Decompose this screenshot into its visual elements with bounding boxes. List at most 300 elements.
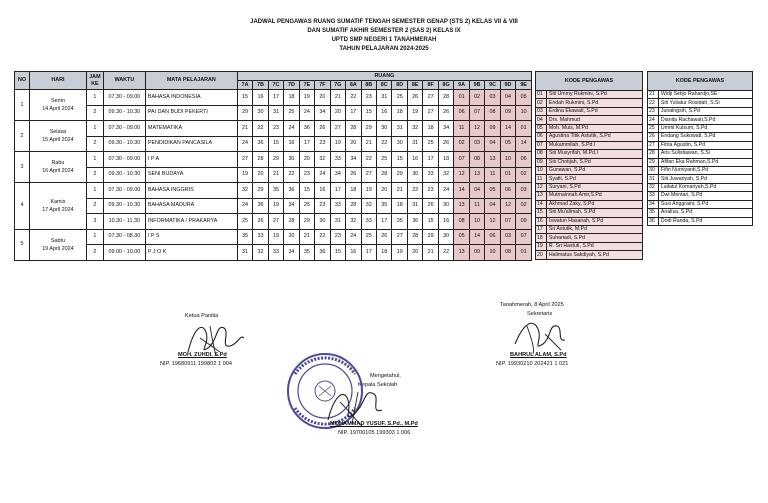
room-code-cell: 15: [330, 245, 345, 261]
room-code-cell: 30: [438, 198, 453, 214]
room-code-cell: 28: [346, 198, 361, 214]
room-code-cell: 18: [377, 245, 392, 261]
schedule-row: [15, 136, 532, 152]
pengawas-row: [536, 209, 643, 217]
pengawas-code: 33: [648, 192, 659, 200]
room-header-7e: 7E: [299, 81, 314, 90]
room-code-cell: 11: [485, 167, 500, 183]
room-code-cell: 06: [500, 183, 515, 199]
pengawas-name: Sri Astutik, M.Pd: [546, 226, 642, 234]
pengawas-row: [536, 226, 643, 234]
ketua-panitia-label: Ketua Panitia: [185, 313, 219, 319]
pengawas-name: Syafii, S.Pd: [546, 175, 642, 183]
room-header-9d: 9D: [500, 81, 515, 90]
room-code-cell: 17: [299, 136, 314, 152]
pengawas-code: 08: [536, 150, 547, 158]
room-code-cell: 01: [516, 121, 532, 137]
room-code-cell: 25: [392, 90, 407, 106]
room-code-cell: 05: [454, 229, 469, 245]
room-code-cell: 28: [346, 121, 361, 137]
waktu-cell: 07.30 - 09.00: [103, 152, 145, 168]
room-header-8c: 8C: [377, 81, 392, 90]
room-code-cell: 31: [330, 214, 345, 230]
room-code-cell: 24: [315, 167, 330, 183]
room-code-cell: 06: [485, 229, 500, 245]
day-name: Selasa: [49, 129, 67, 135]
pengawas-name: Lailatul Komariyah,S.Pd: [658, 183, 752, 191]
pengawas-code: 07: [536, 141, 547, 149]
pengawas-name: Siti Ummy Rukmini, S.Pd: [546, 91, 642, 99]
room-code-cell: 35: [237, 229, 252, 245]
pengawas-code: 23: [648, 107, 659, 115]
pengawas-name: Siti Chotijah, S.Pd: [546, 158, 642, 166]
room-code-cell: 27: [268, 214, 283, 230]
pengawas-row: [648, 175, 753, 183]
room-code-cell: 10: [500, 152, 515, 168]
place-date: Tanahmerah, 8 April 2025: [500, 302, 564, 308]
room-code-cell: 27: [330, 121, 345, 137]
day-date: 15 April 2024: [42, 137, 74, 143]
room-code-cell: 20: [377, 183, 392, 199]
room-header-7b: 7B: [253, 81, 268, 90]
room-code-cell: 14: [500, 121, 515, 137]
room-code-cell: 23: [330, 229, 345, 245]
sekretaris-nip: NIP. 19930210 202421 1 021: [496, 361, 569, 367]
schedule-row: [15, 167, 532, 183]
room-code-cell: 18: [284, 90, 299, 106]
schedule-row: [15, 90, 532, 106]
room-code-cell: 10: [469, 214, 484, 230]
room-code-cell: 09: [516, 214, 532, 230]
pengawas-code: 01: [536, 91, 547, 99]
room-code-cell: 35: [268, 183, 283, 199]
room-code-cell: 01: [500, 167, 515, 183]
room-code-cell: 23: [423, 183, 438, 199]
jam-ke-cell: 2: [86, 245, 103, 261]
day-date: 14 April 2024: [42, 106, 74, 112]
room-header-9c: 9C: [485, 81, 500, 90]
waktu-cell: 09.00 - 10.00: [103, 245, 145, 261]
day-name: Sabtu: [50, 237, 65, 244]
day-number: 4: [15, 183, 30, 230]
pengawas-name: Endang Sukowati, S.Pd: [658, 133, 752, 141]
room-code-cell: 21: [299, 229, 314, 245]
room-code-cell: 22: [407, 183, 422, 199]
room-code-cell: 19: [268, 198, 283, 214]
subject-cell: P J O K: [145, 245, 237, 261]
day-number: 1: [15, 90, 30, 121]
room-code-cell: 08: [485, 105, 500, 121]
room-code-cell: 04: [485, 198, 500, 214]
pengawas-row: [536, 166, 643, 174]
room-code-cell: 33: [423, 167, 438, 183]
room-code-cell: 12: [469, 121, 484, 137]
waktu-cell: 09.30 - 10.30: [103, 167, 145, 183]
room-code-cell: 23: [268, 121, 283, 137]
schedule-row: [15, 245, 532, 261]
room-code-cell: 17: [377, 214, 392, 230]
room-code-cell: 22: [438, 245, 453, 261]
pengawas-code: 12: [536, 183, 547, 191]
room-code-cell: 16: [315, 183, 330, 199]
room-code-cell: 32: [361, 198, 376, 214]
room-code-cell: 29: [361, 121, 376, 137]
jam-ke-cell: 2: [86, 167, 103, 183]
jam-ke-cell: 1: [86, 121, 103, 137]
room-code-cell: 03: [485, 90, 500, 106]
pengawas-code: 03: [536, 107, 547, 115]
pengawas-name: Halimatus Sakdiyah, S.Pd: [546, 251, 642, 259]
room-code-cell: 28: [438, 90, 453, 106]
pengawas-code: 20: [536, 251, 547, 259]
pengawas-name: Ummi Kulsum, S.Pd: [658, 124, 752, 132]
room-header-9b: 9B: [469, 81, 484, 90]
room-code-cell: 20: [346, 136, 361, 152]
room-code-cell: 32: [407, 121, 422, 137]
room-code-cell: 07: [500, 214, 515, 230]
room-code-cell: 18: [438, 152, 453, 168]
pengawas-code: 11: [536, 175, 547, 183]
pengawas-code: 16: [536, 217, 547, 225]
room-code-cell: 18: [346, 183, 361, 199]
room-code-cell: 12: [485, 214, 500, 230]
pengawas-name: Junaingsih, S.Pd: [658, 107, 752, 115]
room-code-cell: 27: [423, 90, 438, 106]
room-code-cell: 23: [299, 167, 314, 183]
room-code-cell: 35: [392, 214, 407, 230]
pengawas-row: [648, 183, 753, 191]
schedule-row: [15, 214, 532, 230]
room-code-cell: 27: [392, 229, 407, 245]
room-code-cell: 34: [315, 105, 330, 121]
pengawas-name: Mutmainnah Amir,S.Pd: [546, 192, 642, 200]
jam-ke-cell: 2: [86, 136, 103, 152]
room-code-cell: 28: [284, 214, 299, 230]
room-header-7g: 7G: [330, 81, 345, 90]
pengawas-code: 14: [536, 200, 547, 208]
room-header-9e: 9E: [516, 81, 532, 90]
pengawas-code: 04: [536, 116, 547, 124]
room-code-cell: 04: [485, 136, 500, 152]
subject-cell: SENI BUDAYA: [145, 167, 237, 183]
room-code-cell: 20: [284, 229, 299, 245]
jam-ke-cell: 1: [86, 183, 103, 199]
room-code-cell: 27: [237, 152, 252, 168]
room-code-cell: 11: [469, 198, 484, 214]
room-code-cell: 24: [237, 198, 252, 214]
day-number: 2: [15, 121, 30, 152]
room-code-cell: 02: [516, 167, 532, 183]
room-code-cell: 14: [516, 136, 532, 152]
subject-cell: BAHASA INDONESIA: [145, 90, 237, 106]
pengawas-code: 35: [648, 209, 659, 217]
room-code-cell: 19: [361, 183, 376, 199]
room-code-cell: 15: [423, 214, 438, 230]
room-code-cell: 19: [330, 136, 345, 152]
room-code-cell: 03: [516, 183, 532, 199]
jam-ke-cell: 1: [86, 152, 103, 168]
room-code-cell: 29: [423, 229, 438, 245]
pengawas-row: [536, 107, 643, 115]
room-code-cell: 26: [438, 105, 453, 121]
pengawas-code: 05: [536, 124, 547, 132]
kode-pengawas-table-1: [535, 71, 643, 260]
pengawas-name: Moh. Muis, M.Pd: [546, 124, 642, 132]
pengawas-row: [648, 116, 753, 124]
room-code-cell: 17: [268, 90, 283, 106]
header-mata-pelajaran: MATA PELAJARAN: [145, 72, 237, 90]
room-code-cell: 31: [407, 198, 422, 214]
pengawas-name: Akhmad Zaky, S.Pd: [546, 200, 642, 208]
pengawas-row: [648, 99, 753, 107]
pengawas-row: [536, 200, 643, 208]
pengawas-code: 02: [536, 99, 547, 107]
room-code-cell: 22: [284, 167, 299, 183]
room-code-cell: 31: [407, 136, 422, 152]
pengawas-name: Suhariadi, S.Pd: [546, 234, 642, 242]
pengawas-code: 36: [648, 217, 659, 225]
room-code-cell: 24: [284, 121, 299, 137]
kepala-sekolah-label: Kepala Sekolah: [358, 382, 398, 388]
room-code-cell: 17: [330, 183, 345, 199]
pengawas-name: Gunawan, S.Pd: [546, 166, 642, 174]
waktu-cell: 07.30 - 09.00: [103, 121, 145, 137]
header-hari: HARI: [29, 72, 86, 90]
room-code-cell: 32: [253, 245, 268, 261]
room-code-cell: 28: [407, 229, 422, 245]
room-code-cell: 36: [315, 245, 330, 261]
room-code-cell: 20: [253, 167, 268, 183]
day-cell: [29, 121, 86, 152]
room-code-cell: 33: [253, 229, 268, 245]
room-code-cell: 15: [392, 152, 407, 168]
pengawas-row: [536, 251, 643, 259]
schedule-table: [14, 71, 532, 261]
room-code-cell: 27: [361, 167, 376, 183]
kepala-sekolah-nip: NIP. 19700105 199303 1 006: [338, 430, 411, 436]
title-line-4: TAHUN PELAJARAN 2024-2025: [339, 46, 429, 52]
sekretaris-signature: [505, 314, 575, 356]
pengawas-name: Iswatun Hasanah, S.Pd: [546, 217, 642, 225]
pengawas-row: [536, 133, 643, 141]
pengawas-row: [648, 141, 753, 149]
subject-cell: PENDIDIKAN PANCASILA: [145, 136, 237, 152]
header-ruang: RUANG: [237, 72, 531, 81]
day-name: Senin: [51, 98, 65, 104]
room-code-cell: 36: [407, 214, 422, 230]
schedule-body: [15, 90, 532, 261]
room-code-cell: 34: [438, 121, 453, 137]
header-no: NO: [15, 72, 30, 90]
room-code-cell: 06: [516, 152, 532, 168]
room-code-cell: 36: [299, 121, 314, 137]
room-code-cell: 33: [330, 198, 345, 214]
sekretaris-label: Sekretaris: [527, 311, 553, 317]
day-date: 19 April 2024: [42, 245, 74, 252]
kode-pengawas-list-2: [648, 91, 753, 226]
mengetahui-label: Mengetahui,: [370, 373, 401, 379]
pengawas-code: 22: [648, 99, 659, 107]
room-code-cell: 15: [299, 183, 314, 199]
room-code-cell: 30: [253, 105, 268, 121]
header-jam-ke: JAM KE: [86, 72, 103, 90]
schedule-row: [15, 121, 532, 137]
room-code-cell: 19: [407, 105, 422, 121]
pengawas-code: 18: [536, 234, 547, 242]
pengawas-row: [648, 91, 753, 99]
room-code-cell: 09: [500, 105, 515, 121]
room-code-cell: 34: [346, 152, 361, 168]
room-code-cell: 29: [253, 183, 268, 199]
schedule-row: [15, 152, 532, 168]
room-code-cell: 17: [423, 152, 438, 168]
room-code-cell: 25: [299, 198, 314, 214]
room-code-cell: 25: [237, 214, 252, 230]
room-code-cell: 20: [407, 245, 422, 261]
room-code-cell: 02: [469, 90, 484, 106]
room-code-cell: 15: [268, 136, 283, 152]
room-header-7f: 7F: [315, 81, 330, 90]
pengawas-row: [536, 242, 643, 250]
room-code-cell: 16: [346, 245, 361, 261]
room-code-cell: 33: [361, 214, 376, 230]
room-code-cell: 07: [454, 152, 469, 168]
room-header-7c: 7C: [268, 81, 283, 90]
pengawas-code: 30: [648, 166, 659, 174]
day-name: Kamis: [50, 198, 66, 205]
room-code-cell: 04: [500, 90, 515, 106]
day-number: 3: [15, 152, 30, 183]
room-code-cell: 02: [516, 198, 532, 214]
pengawas-name: Erdina Ekawati, S.Pd: [546, 107, 642, 115]
room-code-cell: 19: [268, 229, 283, 245]
kepala-sekolah-name: MOHAMMAD YUSUF, S.Pd., M.Pd: [330, 421, 418, 427]
room-header-8f: 8F: [423, 81, 438, 90]
room-code-cell: 32: [438, 167, 453, 183]
pengawas-code: 26: [648, 133, 659, 141]
room-code-cell: 30: [315, 214, 330, 230]
pengawas-name: Dodi Randa, S.Pd: [658, 217, 752, 225]
room-code-cell: 07: [469, 105, 484, 121]
pengawas-row: [536, 234, 643, 242]
day-name: Rabu: [51, 160, 65, 166]
room-code-cell: 13: [454, 245, 469, 261]
room-header-8b: 8B: [361, 81, 376, 90]
room-code-cell: 20: [299, 152, 314, 168]
room-code-cell: 21: [330, 90, 345, 106]
pengawas-name: Agustina Titik Astutik, S.Pd: [546, 133, 642, 141]
pengawas-code: 13: [536, 192, 547, 200]
kode-pengawas-table-2: [647, 71, 753, 226]
pengawas-row: [536, 183, 643, 191]
room-code-cell: 26: [346, 167, 361, 183]
room-code-cell: 17: [346, 105, 361, 121]
room-header-8g: 8G: [438, 81, 453, 90]
schedule-row: [15, 183, 532, 199]
room-code-cell: 21: [361, 136, 376, 152]
waktu-cell: 07.30 - 08.30: [103, 229, 145, 245]
day-cell: [29, 183, 86, 230]
room-code-cell: 10: [516, 105, 532, 121]
pengawas-row: [648, 124, 753, 132]
room-code-cell: 03: [469, 136, 484, 152]
room-code-cell: 12: [500, 198, 515, 214]
pengawas-code: 34: [648, 200, 659, 208]
jam-ke-cell: 1: [86, 229, 103, 245]
title-line-3: UPTD SMP NEGERI 1 TANAHMERAH: [331, 37, 437, 43]
room-code-cell: 30: [438, 229, 453, 245]
room-code-cell: 06: [454, 105, 469, 121]
room-code-cell: 26: [423, 198, 438, 214]
room-header-9a: 9A: [454, 81, 469, 90]
room-code-cell: 35: [299, 245, 314, 261]
room-code-cell: 30: [407, 167, 422, 183]
room-code-cell: 36: [253, 136, 268, 152]
room-code-cell: 12: [454, 167, 469, 183]
pengawas-row: [648, 192, 753, 200]
room-code-cell: 16: [377, 105, 392, 121]
room-code-cell: 26: [253, 214, 268, 230]
room-code-cell: 31: [392, 121, 407, 137]
pengawas-row: [648, 133, 753, 141]
pengawas-name: Analisa, S.Pd: [658, 209, 752, 217]
pengawas-row: [536, 116, 643, 124]
room-code-cell: 19: [299, 90, 314, 106]
room-code-cell: 18: [392, 198, 407, 214]
subject-cell: PAI DAN BUDI PEKERTI: [145, 105, 237, 121]
room-code-cell: 14: [469, 229, 484, 245]
room-code-cell: 26: [377, 229, 392, 245]
schedule-row: [15, 105, 532, 121]
room-header-8e: 8E: [407, 81, 422, 90]
room-code-cell: 13: [485, 152, 500, 168]
pengawas-name: R. Sri Hastuti, S.Pd: [546, 242, 642, 250]
room-code-cell: 22: [346, 90, 361, 106]
pengawas-row: [536, 141, 643, 149]
room-code-cell: 34: [330, 167, 345, 183]
room-code-cell: 07: [516, 229, 532, 245]
room-code-cell: 31: [237, 245, 252, 261]
room-header-8d: 8D: [392, 81, 407, 90]
room-code-cell: 25: [361, 229, 376, 245]
room-code-cell: 21: [268, 167, 283, 183]
room-code-cell: 16: [253, 90, 268, 106]
pengawas-row: [536, 99, 643, 107]
room-code-cell: 30: [392, 136, 407, 152]
pengawas-row: [648, 158, 753, 166]
room-code-cell: 36: [253, 198, 268, 214]
kode-pengawas-header-1: KODE PENGAWAS: [536, 72, 643, 91]
waktu-cell: 10.30 - 11.30: [103, 214, 145, 230]
room-code-cell: 35: [377, 198, 392, 214]
pengawas-name: Suryani, S.Pd: [546, 183, 642, 191]
day-cell: [29, 152, 86, 183]
subject-cell: MATEMATIKA: [145, 121, 237, 137]
room-code-cell: 05: [516, 90, 532, 106]
room-code-cell: 18: [392, 105, 407, 121]
pengawas-name: Afifan Eka Rahman,S.Pd: [658, 158, 752, 166]
room-code-cell: 17: [361, 245, 376, 261]
pengawas-name: Siti Mu'alimah, S.Pd: [546, 209, 642, 217]
schedule-row: [15, 198, 532, 214]
room-code-cell: 08: [469, 152, 484, 168]
room-code-cell: 28: [377, 167, 392, 183]
room-code-cell: 11: [454, 121, 469, 137]
room-code-cell: 27: [423, 105, 438, 121]
room-code-cell: 18: [423, 121, 438, 137]
sekretaris-name: BAHRUL ALAM, S.Pd: [510, 352, 567, 358]
room-code-cell: 15: [237, 90, 252, 106]
